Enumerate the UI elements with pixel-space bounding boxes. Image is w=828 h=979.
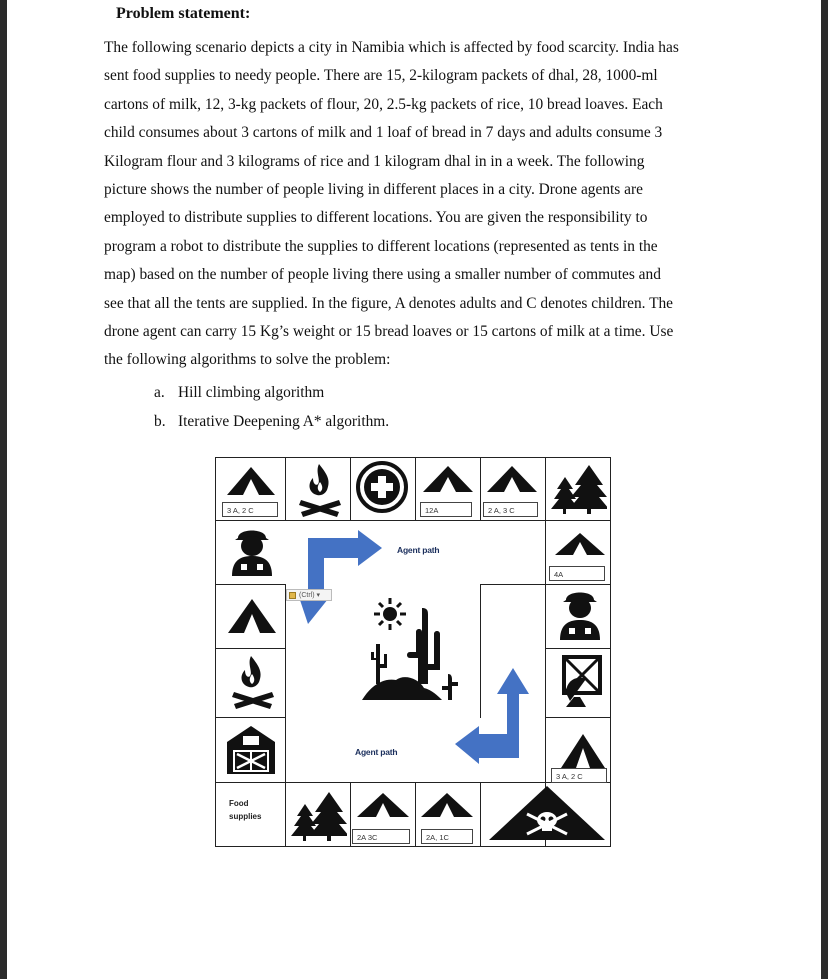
tent-icon (485, 464, 539, 494)
tent-label: 4A (549, 566, 605, 581)
paragraph-line: sent food supplies to needy people. There are 15, 2-kilogram packets of dhal, 28, 1000-ml (104, 67, 658, 85)
tent-icon (560, 733, 606, 769)
food-supplies-label: Food supplies (229, 799, 262, 821)
paragraph-line: Kilogram flour and 3 kilograms of rice and 1 kilogram dhal in in a week. The following (104, 152, 645, 170)
tent-label: 2A, 1C (421, 829, 473, 844)
satellite-dish-icon (560, 653, 604, 709)
paste-options-button[interactable]: (Ctrl) ▾ (286, 589, 332, 601)
forest-icon (551, 463, 607, 515)
tent-label: 2A 3C (352, 829, 410, 844)
paragraph-line: child consumes about 3 cartons of milk and 1 loaf of bread in 7 days and adults consume 3 (104, 124, 663, 142)
grid-line (215, 457, 216, 847)
tent-icon (421, 464, 475, 494)
agent-path-label: Agent path (355, 747, 398, 757)
grid-line (215, 584, 285, 585)
paragraph-line: program a robot to distribute the supplies to different locations (represented as tents in the (104, 237, 658, 255)
danger-skull-icon (487, 784, 607, 842)
tent-label: 12A (420, 502, 472, 517)
paragraph-line: see that all the tents are supplied. In the figure, A denotes adults and C denotes children. The (104, 294, 674, 312)
tent-label: 3 A, 2 C (222, 502, 278, 517)
algorithm-text: Hill climbing algorithm (178, 384, 325, 401)
grid-line (215, 520, 611, 521)
grid-line (215, 846, 611, 847)
tent-icon (355, 792, 411, 818)
paragraph-line: the following algorithms to solve the problem: (104, 351, 391, 369)
list-marker: a. (154, 384, 165, 401)
tent-icon (419, 792, 475, 818)
paragraph-line: The following scenario depicts a city in Namibia which is affected by food scarcity. India has (104, 39, 679, 56)
campfire-icon (297, 462, 343, 518)
paragraph-line: map) based on the number of people living there using a smaller number of commutes and (104, 266, 661, 284)
soldier-icon (557, 586, 603, 642)
grid-line (415, 457, 416, 521)
forest-icon (291, 790, 347, 842)
paragraph-line: drone agent can carry 15 Kg’s weight or 15 bread loaves or 15 cartons of milk at a time. Use (104, 323, 674, 341)
tent-label: 3 A, 2 C (551, 768, 607, 783)
grid-line (415, 782, 416, 847)
grid-line (285, 457, 286, 521)
list-marker: b. (154, 413, 166, 430)
soldier-icon (229, 524, 275, 578)
grid-line (215, 457, 611, 458)
grid-line (350, 782, 351, 847)
barn-icon (225, 724, 277, 776)
grid-line (215, 717, 285, 718)
agent-path-arrow (455, 668, 533, 764)
paragraph-line: picture shows the number of people living in different places in a city. Drone agents are (104, 181, 643, 199)
problem-heading: Problem statement: (116, 5, 251, 22)
tent-icon (226, 464, 276, 498)
paragraph-line: employed to distribute supplies to different locations. You are given the responsibility to (104, 209, 648, 227)
grid-line (610, 457, 611, 847)
algorithm-text: Iterative Deepening A* algorithm. (178, 413, 390, 430)
grid-line (215, 648, 285, 649)
tent-label: 2 A, 3 C (483, 502, 538, 517)
grid-line (545, 717, 611, 718)
hospital-icon (355, 460, 409, 514)
grid-line (350, 457, 351, 521)
grid-line (545, 648, 611, 649)
campfire-icon (231, 654, 275, 710)
paragraph-line: cartons of milk, 12, 3-kg packets of flour, 20, 2.5-kg packets of rice, 10 bread loaves. Each (104, 95, 663, 113)
grid-line (480, 457, 481, 521)
grid-line (285, 584, 286, 847)
agent-path-label: Agent path (397, 545, 440, 555)
clipboard-icon (289, 592, 296, 599)
grid-line (480, 782, 481, 847)
tent-icon (226, 597, 278, 635)
tent-icon (554, 532, 606, 556)
